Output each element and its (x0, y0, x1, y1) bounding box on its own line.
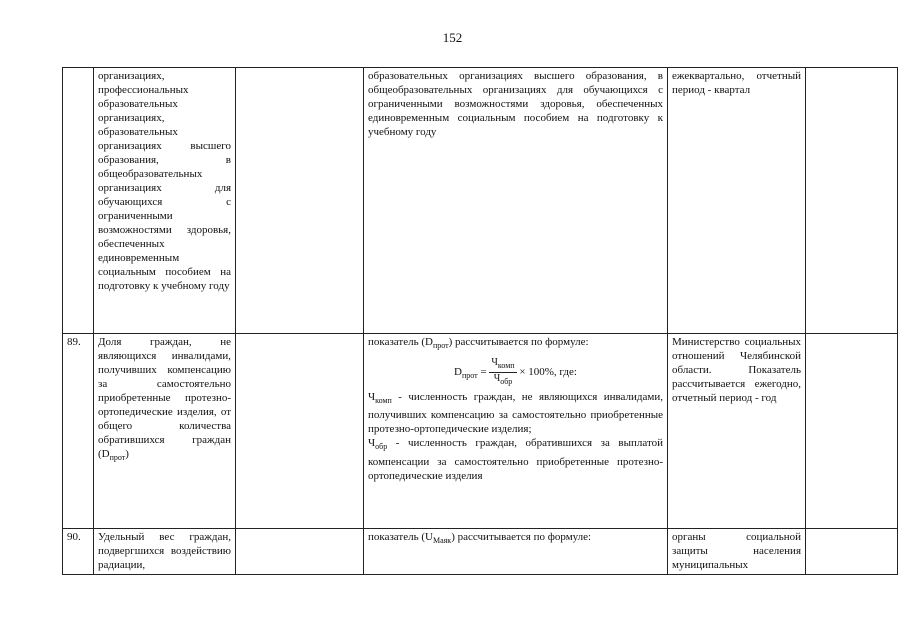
empty-cell (236, 68, 364, 334)
empty-cell (806, 529, 898, 575)
definition-denominator: $Ч_{обр}$ - численность граждан, обратившихся за выплатой компенсации за самостоятельно приобретенные протезно-ортопедические изделия (368, 437, 663, 482)
row-number: 90. (63, 529, 94, 575)
table-row (63, 529, 898, 575)
row-number: 89. (63, 334, 94, 529)
row-number (63, 68, 94, 334)
table-row (63, 334, 898, 529)
empty-cell (236, 334, 364, 529)
responsible-body: ежеквартально, отчетный период - квартал (668, 68, 806, 334)
formula-intro: показатель $(D_{прот})$ рассчитывается по формуле: (368, 336, 589, 351)
page-number: 152 (442, 30, 463, 45)
calculation-method: показатель $(U_{Маяк})$ рассчитывается по формуле: (364, 529, 668, 575)
responsible-body: органы социальной защиты населения муниципальных (668, 529, 806, 575)
calculation-method: образовательных организациях высшего образования, в общеобразовательных организациях для обучающихся с ограниченными возможностями здоровья, обеспеченных единовременным социальным пособием на подготовку к учебному году (364, 68, 668, 334)
responsible-body: Министерство социальных отношений Челябинской области. Показатель рассчитывается ежегодно, отчетный период - год (668, 334, 806, 529)
empty-cell (236, 529, 364, 575)
formula: $D_{прот}$ = $\frac{Ч_{комп}}{Ч_{обр}}$ × 100%, где: (454, 357, 577, 387)
indicator-name: Доля граждан, не являющихся инвалидами, получивших компенсацию за самостоятельно приобретенные протезно-ортопедические изделия, от общего количества обратившихся граждан $(D_{прот})$ (94, 334, 236, 529)
empty-cell (806, 334, 898, 529)
indicator-name: Удельный вес граждан, подвергшихся воздействию радиации, (94, 529, 236, 575)
definition-numerator: $Ч_{комп}$ - численность граждан, не являющихся инвалидами, получивших компенсацию за самостоятельно приобретенные протезно-ортопедические изделия; (368, 391, 663, 436)
calculation-method (364, 334, 668, 529)
table-row (63, 68, 898, 334)
indicator-table (62, 67, 898, 575)
formula-fraction: $\frac{Ч_{комп}}{Ч_{обр}}$ (491, 357, 515, 387)
indicator-name: организациях, профессиональных образовательных организациях, образовательных организациях высшего образования, в общеобразовательных организациях для обучающихся с ограниченными возможностями здоровья, обеспеченных единовременным социальным пособием на подготовку к учебному году (94, 68, 236, 334)
empty-cell (806, 68, 898, 334)
